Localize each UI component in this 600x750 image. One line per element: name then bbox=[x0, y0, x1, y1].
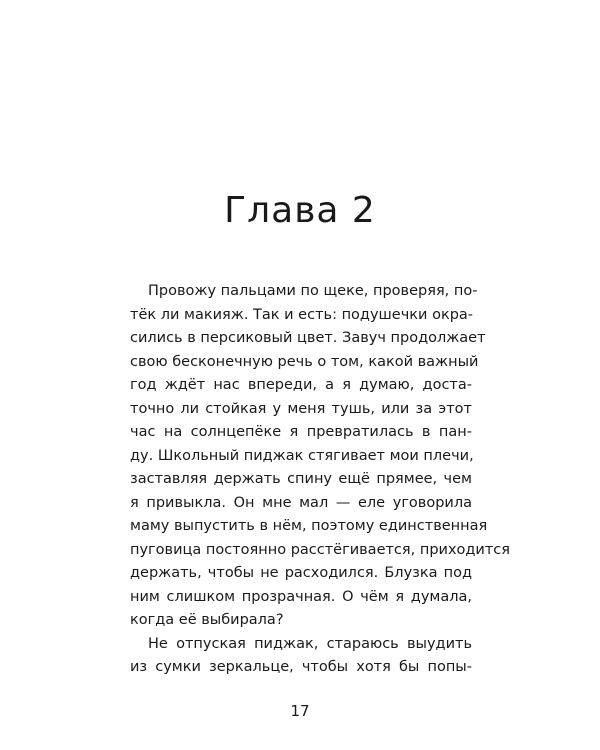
page-number: 17 bbox=[290, 702, 310, 720]
chapter-title: Глава 2 bbox=[224, 190, 376, 231]
text-line: свою бесконечную речь о том, какой важный bbox=[130, 353, 479, 370]
text-line: ду. Школьный пиджак стягивает мои плечи, bbox=[130, 447, 474, 464]
text-line: когда её выбирала? bbox=[130, 612, 284, 628]
text-line: ним слишком прозрачная. О чём я думала, bbox=[130, 588, 472, 605]
text-line: Провожу пальцами по щеке, проверяя, по- bbox=[148, 283, 478, 299]
body-text bbox=[130, 280, 510, 680]
paragraph bbox=[130, 280, 510, 633]
text-line: из сумки зеркальце, чтобы хотя бы попы- bbox=[130, 659, 472, 675]
text-line: держать, чтобы не расходился. Блузка под bbox=[130, 565, 472, 581]
text-line: точно ли стойкая у меня тушь, или за этот bbox=[130, 400, 472, 417]
text-line: заставляя держать спину ещё прямее, чем bbox=[130, 471, 472, 487]
text-line: маму выпустить в нём, поэтому единственная bbox=[130, 518, 488, 534]
text-line: тёк ли макияж. Так и есть: подушечки окра- bbox=[130, 306, 474, 323]
text-line: час на солнцепёке я превратилась в пан- bbox=[130, 424, 472, 440]
paragraph bbox=[130, 633, 472, 680]
text-line: Не отпуская пиджак, стараюсь выудить bbox=[148, 635, 472, 652]
text-line: пуговица постоянно расстёгивается, приходится bbox=[130, 541, 510, 558]
text-line: сились в персиковый цвет. Завуч продолжает bbox=[130, 330, 486, 346]
text-line: я привыкла. Он мне мал — еле уговорила bbox=[130, 494, 472, 511]
text-line: год ждёт нас впереди, а я думаю, доста- bbox=[130, 377, 472, 393]
